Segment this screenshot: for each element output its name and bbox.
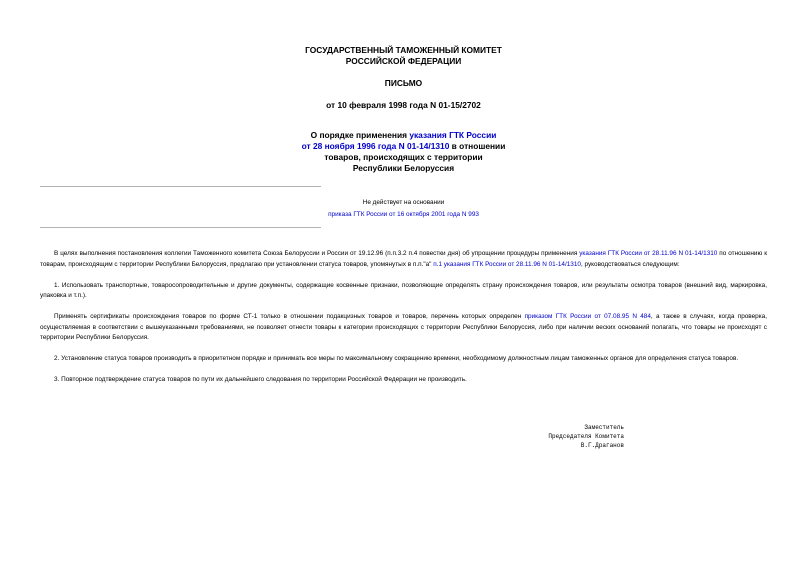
- divider-top: [40, 186, 321, 187]
- signature-title-1: Заместитель: [584, 424, 624, 431]
- title-line-1: [200, 130, 607, 141]
- title-link-ordinance-date[interactable]: от 28 ноября 1996 года N 01-14/1310: [301, 141, 450, 151]
- paragraph-item-3: 3. Повторное подтверждение статуса товаров по пути их дальнейшего следования по территории Российской Федерации не производить.: [54, 376, 467, 383]
- status-note-link[interactable]: приказа ГТК России от 16 октября 2001 года N 993: [328, 211, 479, 218]
- paragraph-intro-text-a: В целях выполнения постановления коллегии Таможенного комитета Союза Белоруссии и России от 19.12.96 (п.п.3.2 п.4 повестки дня) об упрощении процедуры применения: [54, 250, 580, 257]
- title-line-2: [200, 141, 607, 152]
- document-date-number: от 10 февраля 1998 года N 01-15/2702: [326, 100, 481, 110]
- document-type: ПИСЬМО: [384, 78, 423, 88]
- title-line-4: Республики Белоруссия: [352, 163, 455, 173]
- document-body: [40, 249, 767, 396]
- paragraph-intro: [40, 249, 767, 270]
- title-line-3: товаров, происходящих с территории: [324, 152, 483, 162]
- paragraph-item-1: 1. Использовать транспортные, товаросопроводительные и другие документы, содержащие косвенные признаки, позволяющие определять страну происхождения товаров, или результаты осмотра товаров (внешний вид, маркировка, упаковка и т.п.).: [40, 281, 767, 299]
- title-text-1: О порядке применения: [310, 130, 410, 140]
- paragraph-intro-text-c: , руководствоваться следующим:: [580, 260, 680, 268]
- link-order-484[interactable]: приказом ГТК России от 07.08.95 N 484: [524, 313, 651, 320]
- paragraph-item-2: 2. Установление статуса товаров производить в приоритетном порядке и принимать все меры по максимальному сокращению времени, необходимому должностным лицам таможенных органов для определения статуса товаров.: [54, 355, 739, 362]
- signature-name: В.Г.Драганов: [580, 442, 624, 449]
- signature-title-2: Председателя Комитета: [548, 433, 624, 440]
- status-note: [220, 197, 587, 221]
- paragraph-certificates: [40, 312, 767, 344]
- divider-bottom: [40, 227, 321, 228]
- signature-block: [536, 423, 624, 450]
- title-text-2: в отношении: [449, 141, 506, 151]
- issuing-organization: [200, 45, 607, 67]
- link-ordinance-1310-p1[interactable]: п.1 указания ГТК России от 28.11.96 N 01-14/1310: [433, 260, 581, 268]
- org-line-2: РОССИЙСКОЙ ФЕДЕРАЦИИ: [345, 56, 462, 66]
- status-note-text: Не действует на основании: [362, 199, 445, 206]
- org-line-1: ГОСУДАРСТВЕННЫЙ ТАМОЖЕННЫЙ КОМИТЕТ: [305, 45, 502, 55]
- title-link-ordinance[interactable]: указания ГТК России: [409, 130, 497, 140]
- paragraph-intro-text-b: по отношению к товарам, происходящим с территории Республики Белоруссия, предлагаю при установлении статуса товаров, упомянутых в п.п."а": [40, 250, 767, 268]
- paragraph-certificates-text-a: Применять сертификаты происхождения товаров по форме СТ-1 только в отношении подакцизных товаров и товаров, перечень которых определен: [54, 313, 525, 320]
- document-title: [200, 130, 607, 174]
- link-ordinance-1310[interactable]: указания ГТК России от 28.11.96 N 01-14/1310: [579, 250, 718, 257]
- paragraph-certificates-text-b: , а также в случаях, когда проверка, осуществляемая в соответствии с вышеуказанными требованиями, не позволяет отнести товары к категории происходящих с территории Республики Белоруссия, либо при наличии веских оснований полагать, что товары не происходят с территории Республики Белоруссия.: [40, 313, 768, 341]
